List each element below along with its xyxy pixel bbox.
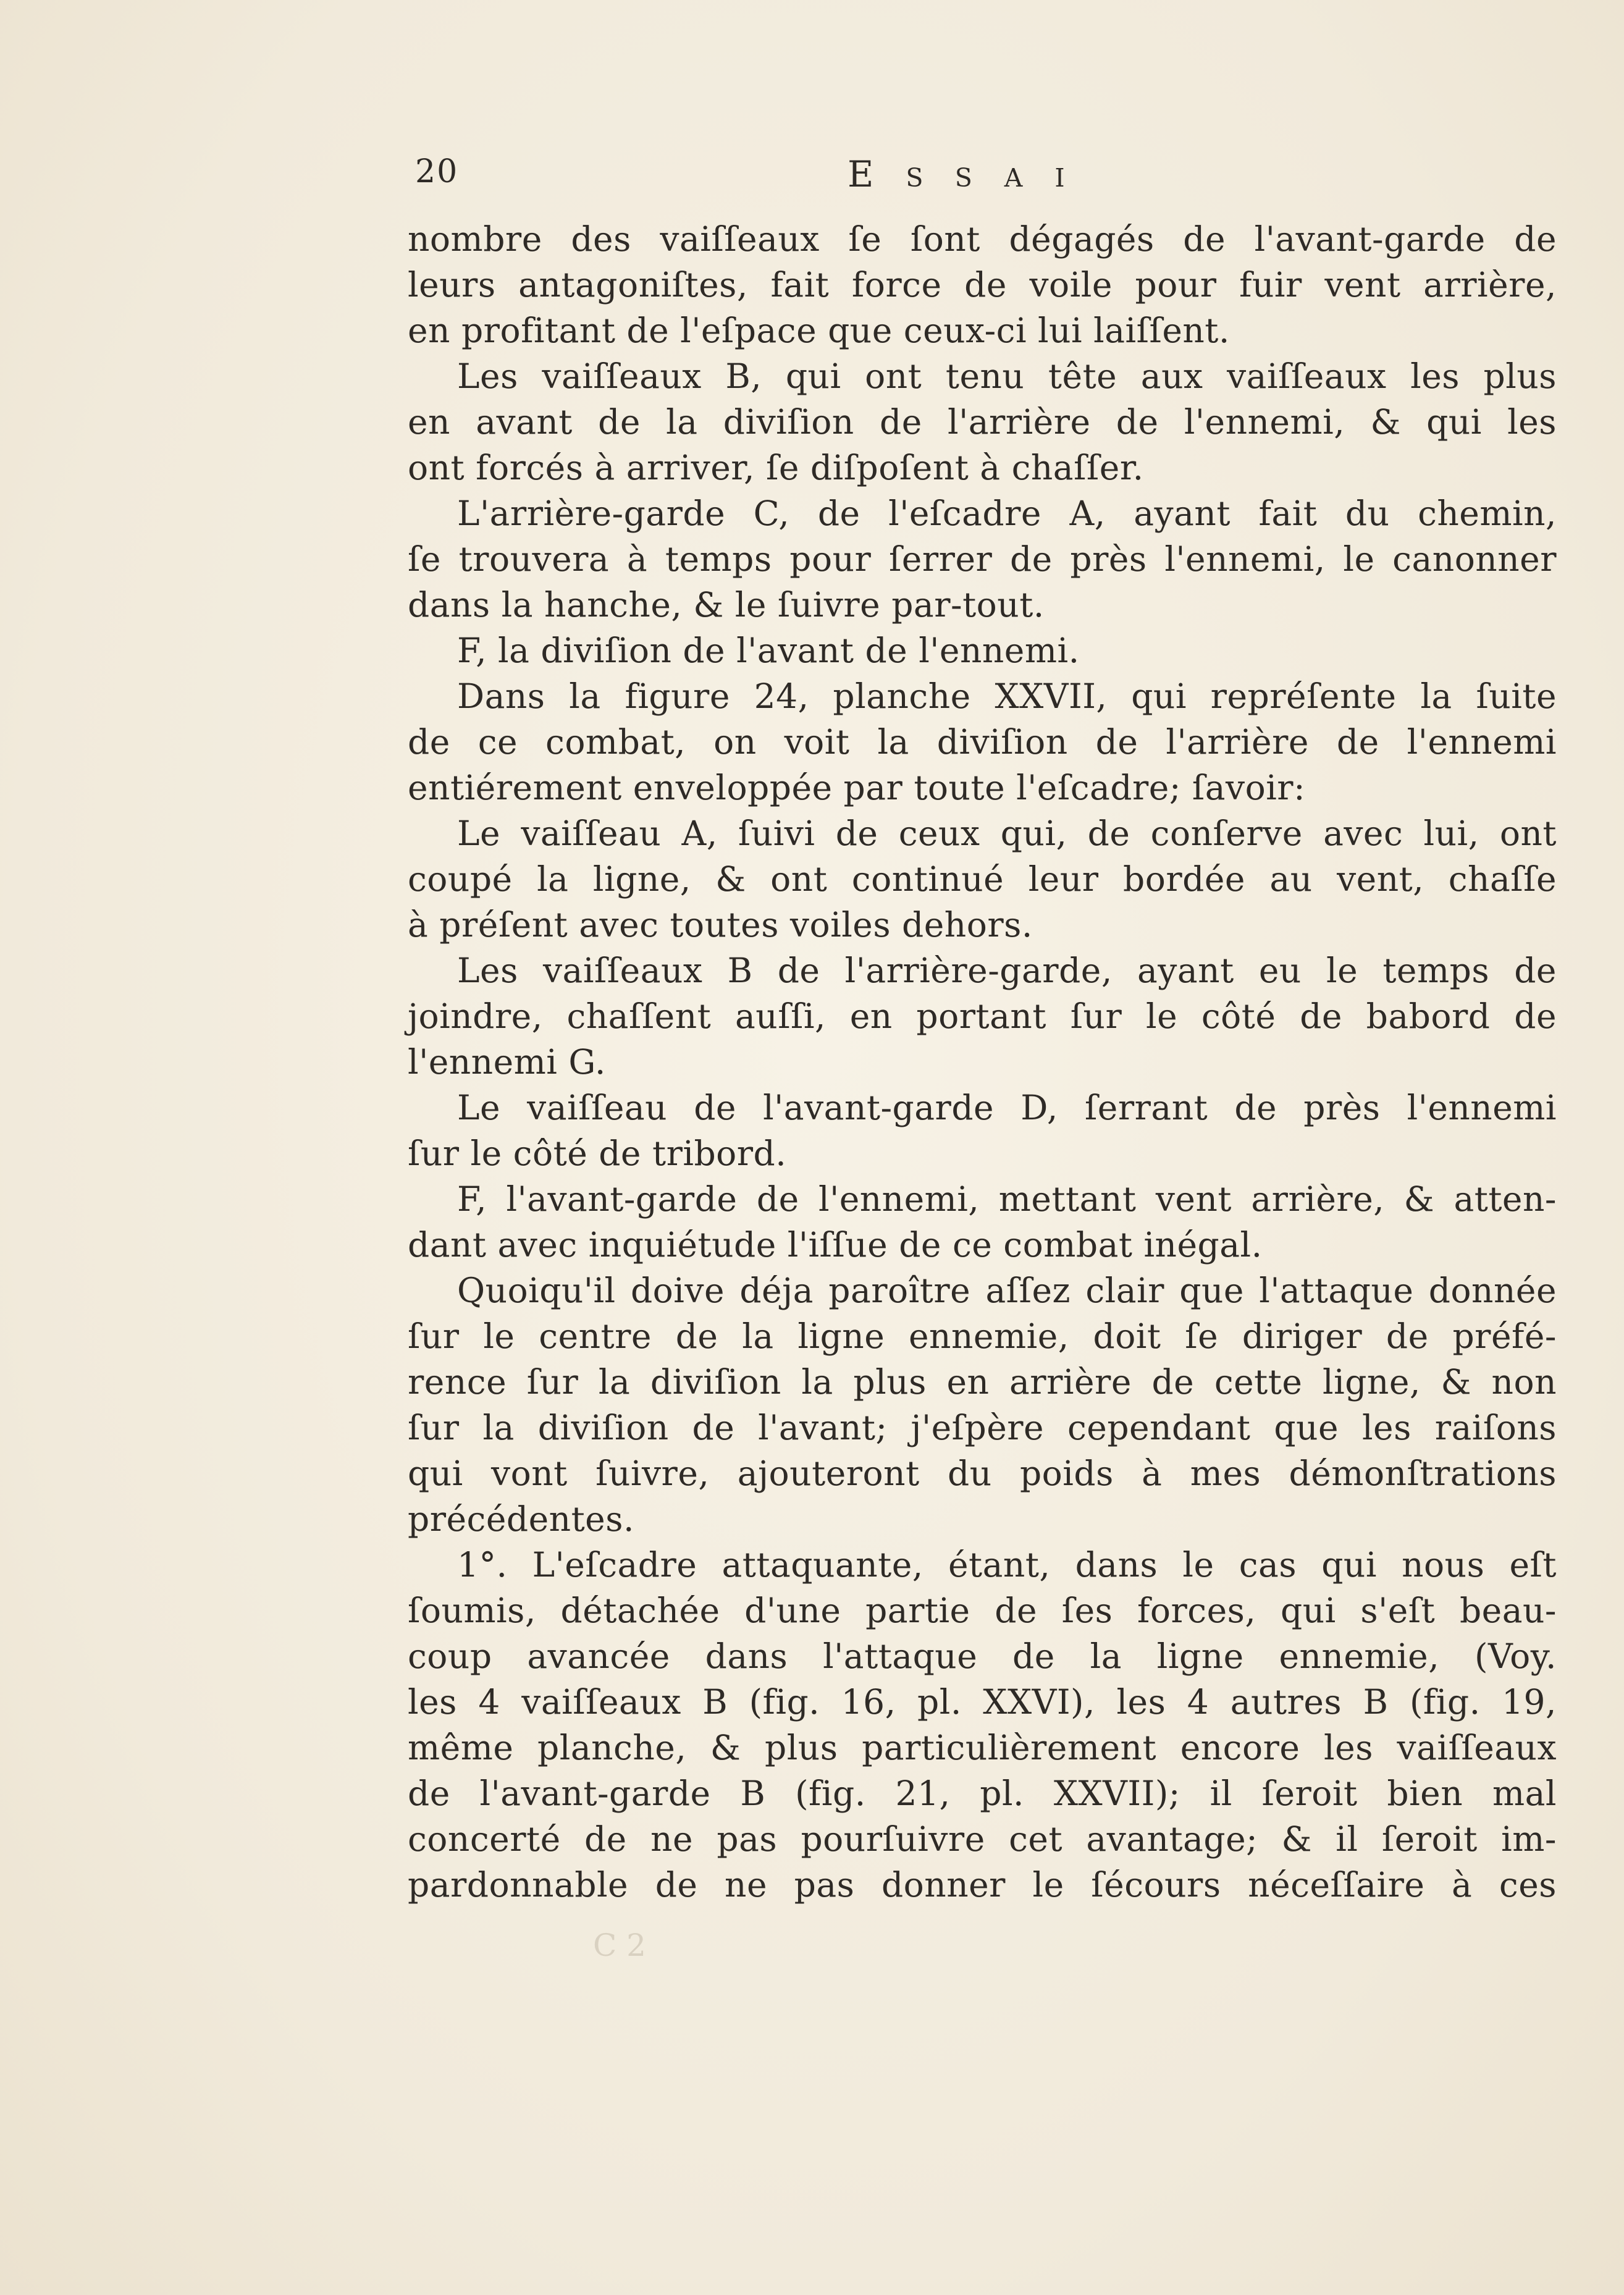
text-line: même planche, & plus particulièrement encore les vaiſſeaux [408,1728,1557,1767]
text-line: en profitant de l'eſpace que ceux-ci lui laiſſent. [408,311,1230,350]
text-line: l'ennemi G. [408,1042,606,1082]
text-line: nombre des vaiſſeaux ſe ſont dégagés de l'avant-garde de [408,219,1557,259]
text-line: entiérement enveloppée par toute l'eſcadre; ſavoir: [408,768,1306,807]
page-number: 20 [415,153,459,190]
running-title: Essai [848,153,1097,195]
text-line: coupé la ligne, & ont continué leur bordée au vent, chaſſe [408,859,1557,899]
text-line: à préſent avec toutes voiles dehors. [408,905,1033,945]
text-line: de ce combat, on voit la diviſion de l'arrière de l'ennemi [408,722,1557,762]
text-line: Le vaiſſeau A, ſuivi de ceux qui, de conſerve avec lui, ont [457,814,1557,853]
text-line: 1°. L'eſcadre attaquante, étant, dans le cas qui nous eſt [457,1545,1557,1585]
page-header [415,153,1539,203]
text-line: L'arrière-garde C, de l'eſcadre A, ayant fait du chemin, [457,494,1557,533]
catchword: C 2 [593,1927,646,1963]
text-line: qui vont ſuivre, ajouteront du poids à mes démonſtrations [408,1454,1557,1493]
text-line: Dans la figure 24, planche XXVII, qui repréſente la ſuite [457,676,1557,716]
text-line: de l'avant-garde B (fig. 21, pl. XXVII); il ſeroit bien mal [408,1774,1557,1813]
text-line: rence ſur la diviſion la plus en arrière de cette ligne, & non [408,1362,1557,1402]
text-line: ſoumis, détachée d'une partie de ſes forces, qui s'eſt beau- [408,1591,1557,1630]
text-line: ſur le centre de la ligne ennemie, doit ſe diriger de préfé- [408,1316,1557,1356]
text-line: dant avec inquiétude l'iſſue de ce combat inégal. [408,1225,1263,1265]
text-line: Les vaiſſeaux B, qui ont tenu tête aux vaiſſeaux les plus [457,356,1557,396]
text-line: coup avancée dans l'attaque de la ligne ennemie, (Voy. [408,1636,1557,1676]
text-line: ſur le côté de tribord. [408,1134,787,1173]
text-line: ont forcés à arriver, ſe diſpoſent à chaſſer. [408,448,1144,487]
text-line: en avant de la diviſion de l'arrière de l'ennemi, & qui les [408,402,1557,442]
text-line: ſur la diviſion de l'avant; j'eſpère cependant que les raiſons [408,1408,1557,1447]
text-line: concerté de ne pas pourſuivre cet avantage; & il ſeroit im- [408,1819,1557,1859]
text-line: Les vaiſſeaux B de l'arrière-garde, ayant eu le temps de [457,951,1557,990]
body-text [408,216,1557,1908]
text-line: leurs antagoniſtes, fait force de voile pour fuir vent arrière, [408,265,1557,305]
text-line: pardonnable de ne pas donner le ſécours néceſſaire à ces [408,1865,1557,1905]
text-line: F, l'avant-garde de l'ennemi, mettant vent arrière, & atten- [457,1179,1557,1219]
text-line: les 4 vaiſſeaux B (fig. 16, pl. XXVI), les 4 autres B (fig. 19, [408,1682,1557,1722]
text-line: F, la diviſion de l'avant de l'ennemi. [457,631,1080,670]
text-line: Le vaiſſeau de l'avant-garde D, ſerrant de près l'ennemi [457,1088,1557,1127]
text-line: joindre, chaſſent auſſi, en portant ſur le côté de babord de [408,996,1557,1036]
text-line: Quoiqu'il doive déja paroître aſſez clair que l'attaque donnée [457,1271,1557,1310]
text-line: ſe trouvera à temps pour ſerrer de près l'ennemi, le canonner [408,539,1557,579]
text-line: dans la hanche, & le ſuivre par-tout. [408,585,1045,625]
text-line: précédentes. [408,1499,634,1539]
